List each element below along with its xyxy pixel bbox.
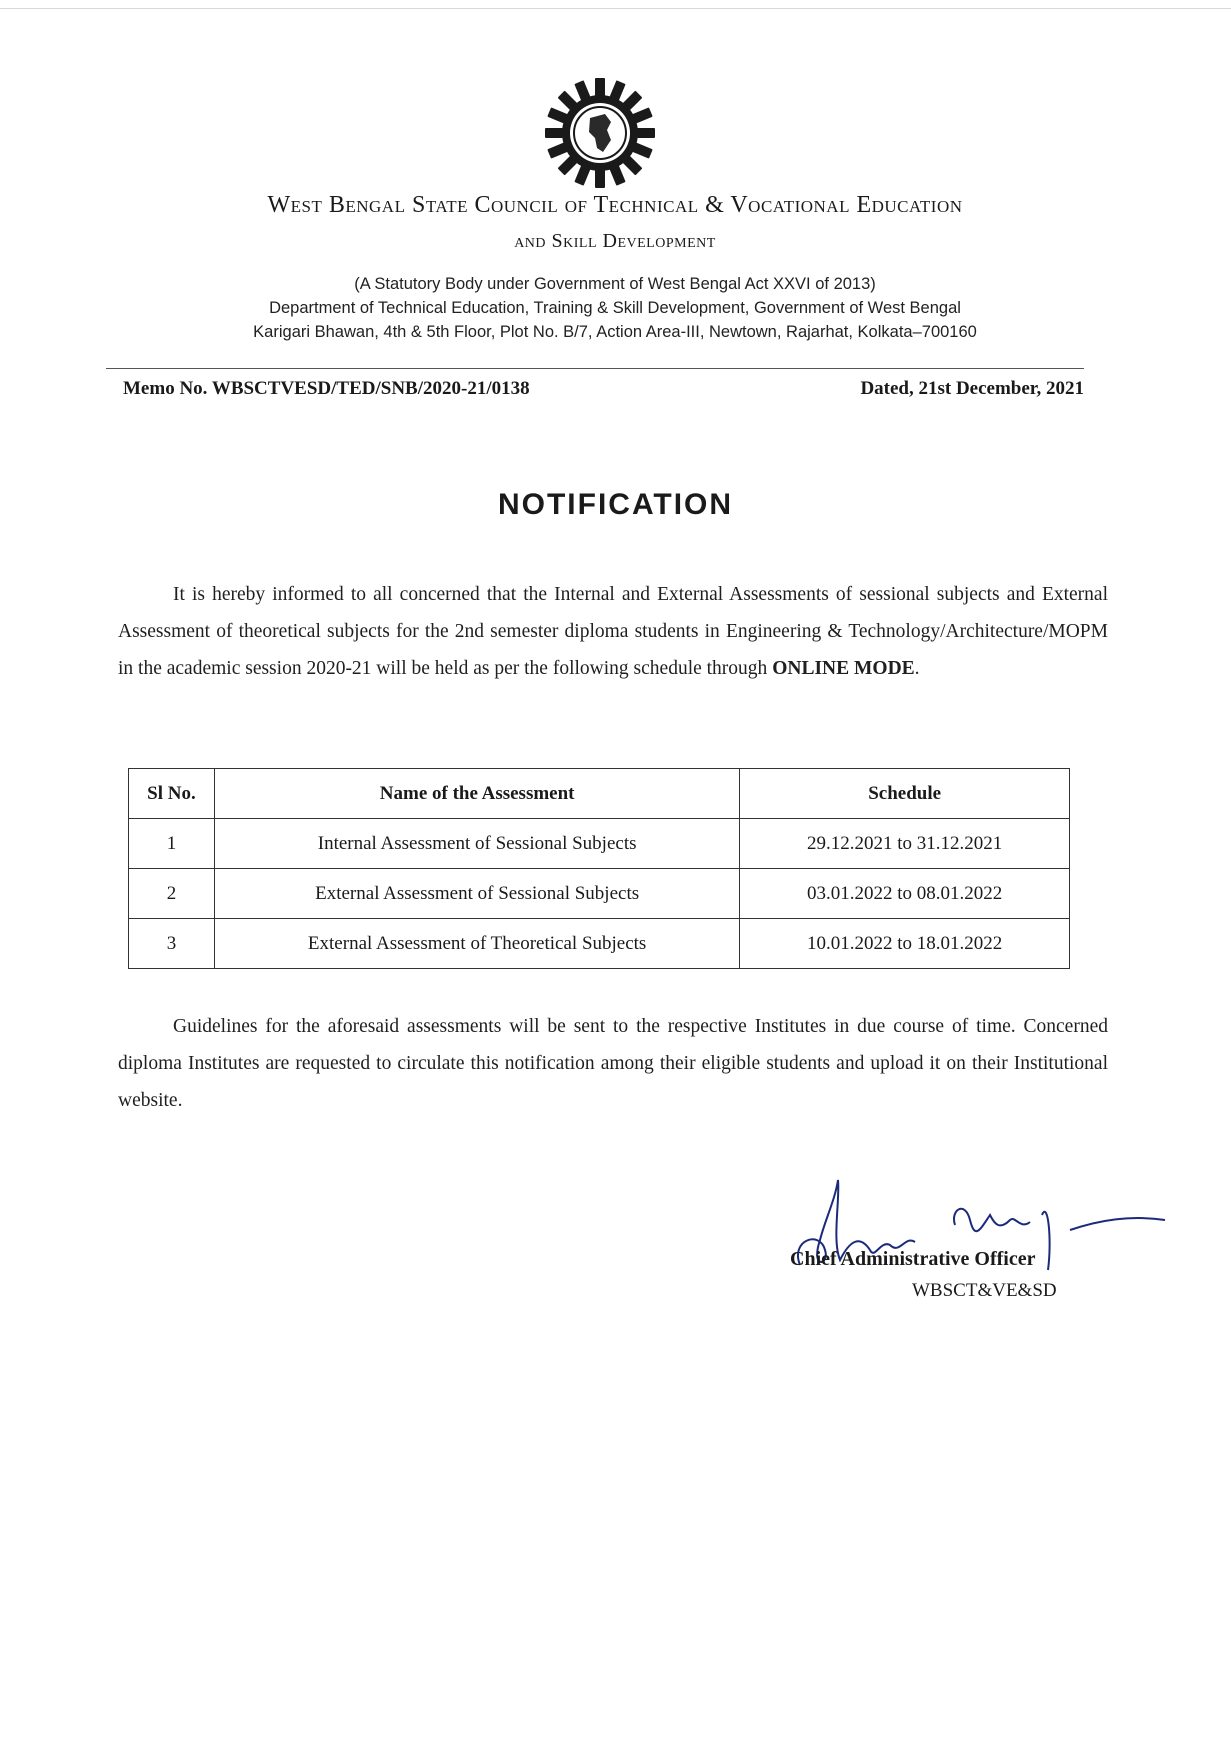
cell-assessment: External Assessment of Theoretical Subjects xyxy=(214,919,739,969)
table-row xyxy=(129,919,1070,969)
guidelines-paragraph: Guidelines for the aforesaid assessments will be sent to the respective Institutes in due course of time. Concerned diploma Institutes are requested to circulate this notification among their eligible students and upload it on their Institutional website. xyxy=(118,1016,1108,1111)
cell-sl-no: 3 xyxy=(129,919,215,969)
cell-schedule: 10.01.2022 to 18.01.2022 xyxy=(740,919,1070,969)
scan-edge-line xyxy=(0,8,1231,9)
col-header-assessment: Name of the Assessment xyxy=(214,769,739,819)
signatory-org: WBSCT&VE&SD xyxy=(912,1280,1057,1301)
council-name-line1: West Bengal State Council of Technical & Vocational Education xyxy=(267,192,963,218)
cell-assessment: Internal Assessment of Sessional Subjects xyxy=(214,819,739,869)
signature-scribble xyxy=(780,1170,1180,1290)
council-logo-icon xyxy=(545,78,655,188)
statutory-note: (A Statutory Body under Government of West Bengal Act XXVI of 2013) xyxy=(354,275,876,293)
signatory-title: Chief Administrative Officer xyxy=(790,1248,1036,1270)
address-line: Karigari Bhawan, 4th & 5th Floor, Plot No. B/7, Action Area-III, Newtown, Rajarhat, Kolkata–700160 xyxy=(253,323,977,341)
intro-paragraph xyxy=(118,576,1108,687)
cell-schedule: 29.12.2021 to 31.12.2021 xyxy=(740,819,1070,869)
online-mode-emphasis: ONLINE MODE xyxy=(772,658,915,679)
council-name-line2: and Skill Development xyxy=(514,230,716,252)
cell-assessment: External Assessment of Sessional Subjects xyxy=(214,869,739,919)
department-line: Department of Technical Education, Training & Skill Development, Government of West Bengal xyxy=(269,299,961,317)
table-row xyxy=(129,819,1070,869)
cell-schedule: 03.01.2022 to 08.01.2022 xyxy=(740,869,1070,919)
cell-sl-no: 2 xyxy=(129,869,215,919)
header-divider xyxy=(106,368,1084,369)
intro-paragraph-end: . xyxy=(914,658,920,679)
intro-paragraph-text: It is hereby informed to all concerned that the Internal and External Assessments of sessional subjects and External Assessment of theoretical subjects for the 2nd semester diploma students in Engineering & Technology/Architecture/MOPM in the academic session 2020-21 will be held as per the following schedule through xyxy=(118,584,1108,679)
cell-sl-no: 1 xyxy=(129,819,215,869)
notification-title: NOTIFICATION xyxy=(497,488,734,521)
memo-date: Dated, 21st December, 2021 xyxy=(860,378,1084,399)
col-header-schedule: Schedule xyxy=(740,769,1070,819)
table-row xyxy=(129,869,1070,919)
memo-number: Memo No. WBSCTVESD/TED/SNB/2020-21/0138 xyxy=(123,378,530,399)
schedule-table xyxy=(128,768,1070,969)
col-header-sl-no: Sl No. xyxy=(129,769,215,819)
table-header-row xyxy=(129,769,1070,819)
